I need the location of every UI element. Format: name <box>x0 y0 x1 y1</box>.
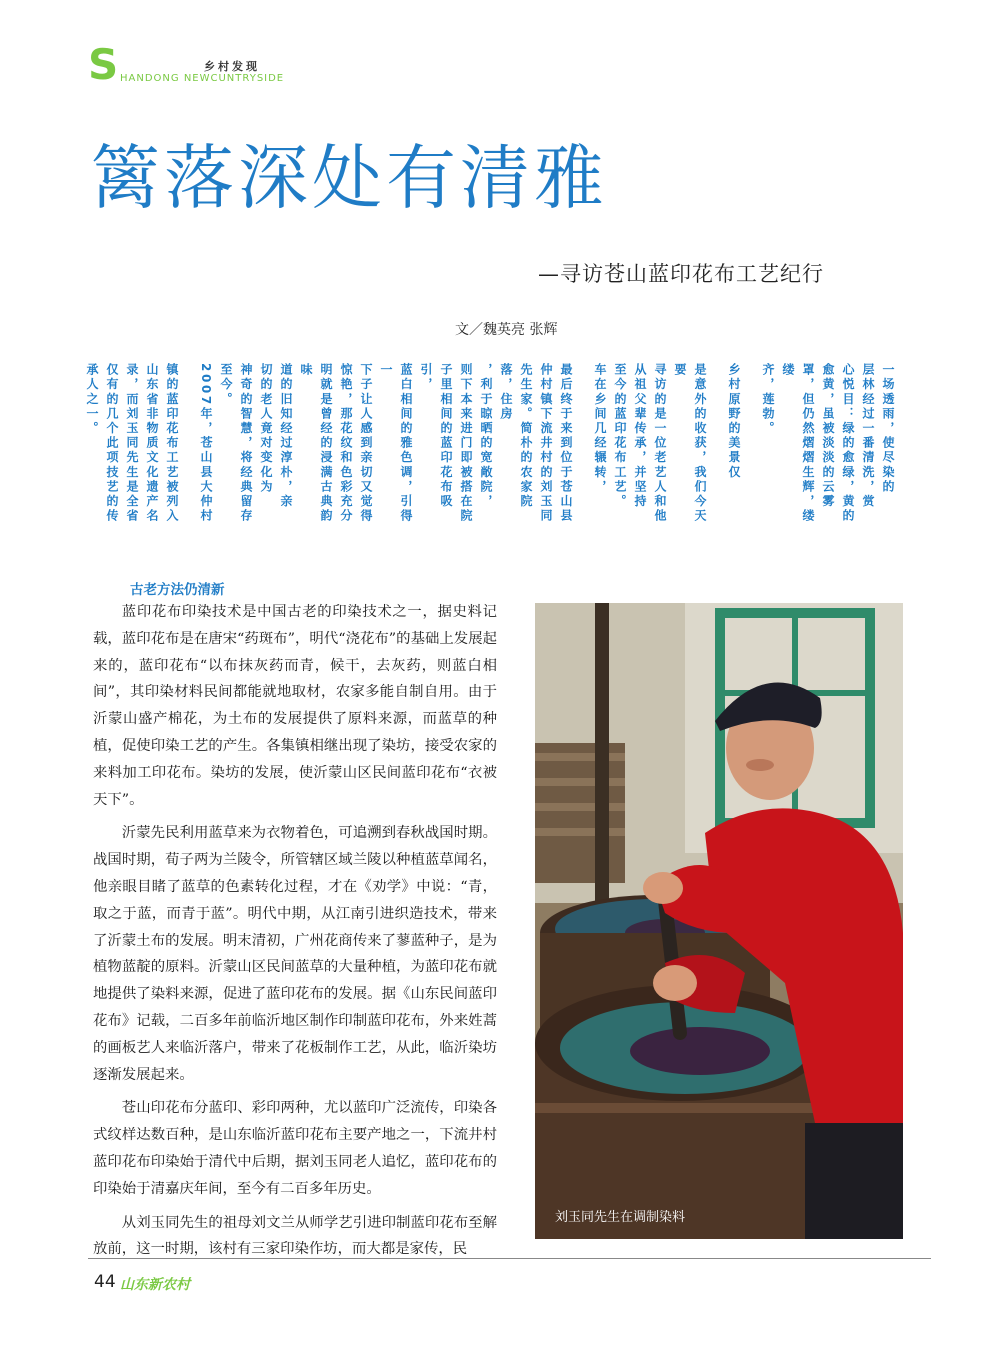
body-paragraph: 沂蒙先民利用蓝草来为衣物着色，可追溯到春秋战国时期。战国时期，荀子两为兰陵令，所管辖区域兰陵以种植蓝草闻名，他亲眼目睹了蓝草的色素转化过程，才在《劝学》中说：“青，取之于蓝，而青于蓝”。明代中期，从江南引进织造技术，带来了沂蒙土布的发展。明末清初，广州花商传来了蓼蓝种子，是为植物蓝靛的原料。沂蒙山区民间蓝草的大量种植，为蓝印花布就地提供了染料来源，促进了蓝印花布的发展。据《山东民间蓝印花布》记载，二百多年前临沂地区制作印制蓝印花布，外来姓蒿的画板艺人来临沂落户，带来了花板制作工艺，从此，临沂染坊逐渐发展起来。 <box>93 825 497 1083</box>
intro-column: 车在乡间几经辗转， <box>593 363 607 495</box>
intro-column: 道的旧知经过淳朴，亲 <box>279 363 293 509</box>
intro-column: 罩，但仍然熠熠生辉，缕 <box>801 363 815 524</box>
intro-column: 缕 <box>781 363 795 378</box>
intro-column: 一场透雨，使尽染的 <box>881 363 895 495</box>
intro-column: 蓝白相间的雅色调，引得一 <box>379 363 413 524</box>
photo-caption: 刘玉同先生在调制染料 <box>555 1210 686 1225</box>
intro-column: 齐，莲勃。 <box>761 363 775 436</box>
intro-column: 最后终于来到位于苍山县 <box>559 363 573 524</box>
intro-column: 心悦目：绿的愈绿，黄的 <box>841 363 855 524</box>
intro-column: 先生家。简朴的农家院落，住房 <box>499 363 533 509</box>
footer-magazine-name: 山东新农村 <box>120 1277 190 1293</box>
intro-column: 至今的蓝印花布工艺。 <box>613 363 627 509</box>
intro-column: 神奇的智慧，将经典留存 <box>239 363 253 524</box>
intro-column: 是意外的收获，我们今天要 <box>673 363 707 524</box>
intro-column: 2007年，苍山县大仲村 <box>199 363 213 524</box>
article-photo <box>535 603 903 1239</box>
footer-divider <box>88 1258 931 1259</box>
magazine-section-logo <box>88 40 288 94</box>
intro-column: 明就是曾经的浸满古典韵味 <box>299 363 333 524</box>
section-heading: 古老方法仍清新 <box>130 582 225 598</box>
intro-column: 仲村镇下流井村的刘玉同 <box>539 363 553 524</box>
page-number: 44 <box>94 1272 116 1292</box>
intro-column: 镇的蓝印花布工艺被列入 <box>165 363 179 524</box>
intro-column: 寻访的是一位老艺人和他 <box>653 363 667 524</box>
section-english-label: HANDONG NEWCUNTRYSIDE <box>120 73 285 84</box>
logo-letter: S <box>88 40 119 89</box>
intro-column: 录，而刘玉同先生是全省 <box>125 363 139 524</box>
intro-column: 子里相间的蓝印花布吸引， <box>419 363 453 509</box>
intro-column: 下子让人感到亲切又觉得 <box>359 363 373 524</box>
article-body <box>93 599 497 1270</box>
intro-column: 切的老人竟对变化为 <box>259 363 273 495</box>
article-byline: 文／魏英亮 张辉 <box>455 322 558 338</box>
body-paragraph: 苍山印花布分蓝印、彩印两种，尤以蓝印广泛流传，印染各式纹样达数百种，是山东临沂蓝印花布主要产地之一，下流井村蓝印花布印染始于清代中后期，据刘玉同老人追忆，蓝印花布的印染始于清嘉庆年间，至今有二百多年历史。 <box>93 1100 497 1197</box>
photo-illustration <box>535 603 903 1239</box>
intro-column: 至今。 <box>219 363 233 407</box>
intro-column: 惊艳，那花纹和色彩充分 <box>339 363 353 524</box>
intro-column: 乡村原野的美景仅 <box>727 363 741 480</box>
intro-column: 则下本来进门即被搭在院 <box>459 363 473 524</box>
intro-block <box>85 363 898 538</box>
body-paragraph: 蓝印花布印染技术是中国古老的印染技术之一，据史料记载，蓝印花布是在唐宋“药斑布”，明代“浇花布”的基础上发展起来的，蓝印花布“以布抹灰药而青，候干，去灰药，则蓝白相间”，其印染材料民间都能就地取材，农家多能自制自用。由于沂蒙山盛产棉花，为土布的发展提供了原料来源，而蓝草的种植，促使印染工艺的产生。各集镇相继出现了染坊，接受农家的来料加工印花布。染坊的发展，使沂蒙山区民间蓝印花布“衣被天下”。 <box>93 604 497 808</box>
article-title: 篱落深处有清雅 <box>90 137 608 219</box>
intro-column: 仅有的几个此项技艺的传 <box>105 363 119 524</box>
intro-column: ，利于晾晒的宽敞院， <box>479 363 493 509</box>
intro-column: 从祖父辈传承，并坚持 <box>633 363 647 509</box>
intro-column: 层林经过一番清洗，赏 <box>861 363 875 509</box>
section-label: 乡村发现 <box>204 60 260 73</box>
body-paragraph: 从刘玉同先生的祖母刘文兰从师学艺引进印制蓝印花布至解放前，这一时期，该村有三家印染作坊，而大都是家传，民 <box>93 1214 497 1258</box>
intro-column: 山东省非物质文化遗产名 <box>145 363 159 524</box>
article-subtitle: —寻访苍山蓝印花布工艺纪行 <box>538 262 824 286</box>
intro-column: 承人之一。 <box>85 363 99 436</box>
intro-column: 愈黄，虽被淡淡的云雾 <box>821 363 835 509</box>
